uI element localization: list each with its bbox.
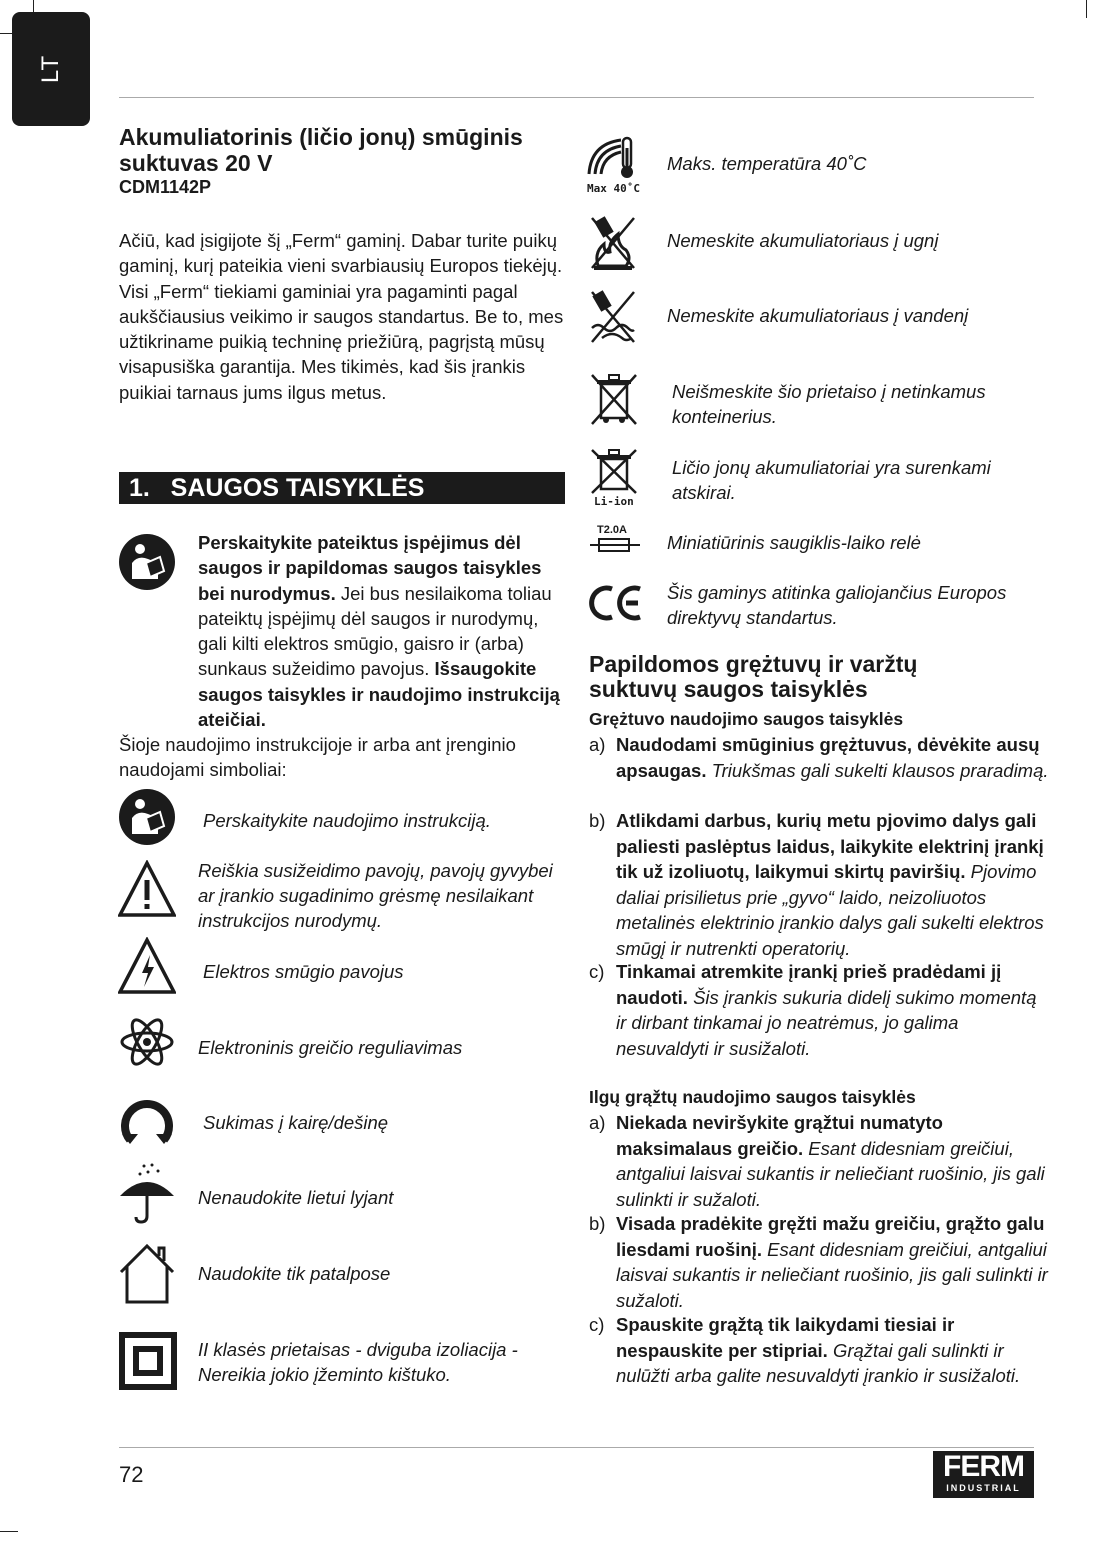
top-rule xyxy=(119,97,1034,98)
logo-main: FERM xyxy=(943,1450,1024,1483)
max-temperature-icon xyxy=(585,134,641,194)
ce-mark-icon xyxy=(588,583,646,623)
list-item-italic: Esant didesniam greičiui, antgaliui laisvai sukantis ir neliečiant ruošinio, jis gali sulinkti ir sužaloti. xyxy=(616,1238,1048,1311)
list-item xyxy=(589,1312,1049,1389)
symbol-text: Neišmeskite šio prietaiso į netinkamus konteinerius. xyxy=(672,381,986,427)
li-ion-bin-icon xyxy=(589,447,639,507)
intro-paragraph: Ačiū, kad įsigijote šį „Ferm“ gaminį. Dabar turite puikų gaminį, kurį pateikia vieni svarbiausių Europos tiekėjų. Visi „Ferm“ tiekiami gaminiai yra pagaminti pagal aukščiausius veikimo ir saugos standartus. Be to, mes užtikriname puikią techninę priežiūrą, pagrįstą mūsų visapusiška garantija. Mes tikimės, kad šis įrankis puikiai tarnaus jums ilgus metus. xyxy=(119,230,564,403)
safety-warning-paragraph xyxy=(119,530,567,732)
drill-safety-heading: Grężtuvo naudojimo saugos taisyklės xyxy=(589,709,904,729)
symbols-intro: Šioje naudojimo instrukcijoje ir arba ant įrenginio naudojami simboliai: xyxy=(119,734,516,781)
warning-bold-text-2: Išsaugokite saugos taisykles ir naudojimo instrukciją ateičiai. xyxy=(198,658,560,731)
bottom-rule xyxy=(119,1447,1034,1448)
additional-safety-title: Papildomos grężtuvų ir varžtų suktuvų saugos taisyklės xyxy=(589,651,918,702)
product-title: Akumuliatorinis (ličio jonų) smūginis suktuvas 20 V xyxy=(119,124,523,176)
warning-triangle-icon xyxy=(118,860,176,918)
symbol-text: Nenaudokite lietui lyjant xyxy=(198,1187,394,1208)
list-item xyxy=(589,959,1049,1061)
list-item xyxy=(589,732,1049,783)
warning-text: Jei bus nesilaikoma toliau pateiktų įspėjimų dėl saugos ir nurodymų, gali kilti elektros smūgio, gaisro ir (arba) sunkaus sužeidimo pavojus. xyxy=(198,582,552,680)
page-number: 72 xyxy=(119,1462,144,1487)
symbol-text: Nemeskite akumuliatoriaus į vandenį xyxy=(667,305,969,326)
electric-shock-icon xyxy=(118,937,176,995)
list-item-italic: Šis įrankis sukuria didelį sukimo momentą ir dirbant tinkamai jo neatrėmus, jo galima nesuvaldyti ir susižaloti. xyxy=(616,986,1037,1059)
list-item-label: b) xyxy=(589,1213,606,1234)
symbol-text: Naudokite tik patalpose xyxy=(198,1263,391,1284)
list-item-label: b) xyxy=(589,810,606,831)
list-item-italic: Esant didesniam greičiui, antgaliui laisvai sukantis ir neliečiant ruošinio, jis gali sulinkti ir sužaloti. xyxy=(616,1137,1045,1210)
max-temp-label: Max 40˚C xyxy=(587,182,640,194)
list-item xyxy=(589,1211,1059,1313)
symbol-text: Reiškia susižeidimo pavojų, pavojų gyvybei ar įrankio sugadinimo grėsmę nesilaikant instrukcijos nurodymų. xyxy=(198,860,553,931)
symbol-text: Elektroninis greičio reguliavimas xyxy=(198,1037,463,1058)
list-item-label: a) xyxy=(589,1112,606,1133)
list-item-bold: Tinkamai atremkite įrankį prieš pradėdami jį naudoti. xyxy=(616,961,1002,1008)
house-indoor-icon xyxy=(118,1242,176,1304)
section-title: 1. SAUGOS TAISYKLĖS xyxy=(129,474,425,502)
section-heading xyxy=(119,472,565,504)
list-item-bold: Spauskite grąžtą tik laikydami tiesiai ir nespauskite per stipriai. xyxy=(616,1314,955,1361)
read-manual-icon xyxy=(118,788,176,846)
symbol-text: Nemeskite akumuliatoriaus į ugnį xyxy=(667,230,939,251)
list-item-label: a) xyxy=(589,734,606,755)
fuse-icon xyxy=(588,522,642,556)
symbol-text: Perskaitykite naudojimo instrukciją. xyxy=(203,810,491,831)
language-tab-label: LT xyxy=(37,54,64,84)
list-item xyxy=(589,808,1049,961)
list-item xyxy=(589,1110,1049,1212)
symbol-text: Sukimas į kairę/dešinę xyxy=(203,1112,389,1133)
long-drill-safety-heading: Ilgų grąžtų naudojimo saugos taisyklės xyxy=(589,1087,916,1107)
list-item-bold: Niekada neviršykite grąžtui numatyto maksimalaus greičio. xyxy=(616,1112,943,1159)
list-item-italic: Grąžtai gali sulinkti ir nulūžti arba galite nesuvaldyti įrankio ir susižaloti. xyxy=(616,1339,1021,1386)
li-ion-label: Li-ion xyxy=(594,495,634,507)
weee-bin-icon xyxy=(589,372,639,426)
crop-mark xyxy=(0,1531,18,1532)
no-fire-icon xyxy=(588,212,638,272)
list-item-label: c) xyxy=(589,1314,605,1335)
symbol-text: Maks. temperatūra 40˚C xyxy=(667,153,867,174)
symbol-text: II klasės prietaisas - dviguba izoliacija - Nereikia jokio įžeminto kištuko. xyxy=(198,1339,518,1385)
rotation-icon xyxy=(118,1088,176,1146)
crop-mark xyxy=(1086,0,1087,18)
list-item-bold: Naudodami smūginius grężtuvus, dėvėkite ausų apsaugas. xyxy=(616,734,1040,781)
ferm-logo xyxy=(933,1451,1034,1498)
list-item-italic: Triukšmas gali sukelti klausos praradimą. xyxy=(711,759,1049,781)
warning-bold-text: Perskaitykite pateiktus įspėjimus dėl saugos ir papildomas saugos taisykles bei nurodymus. xyxy=(198,532,542,604)
symbol-text: Šis gaminys atitinka galiojančius Europos direktyvų standartus. xyxy=(667,582,1007,628)
no-water-icon xyxy=(588,286,638,346)
fuse-label: T2.0A xyxy=(597,524,627,536)
list-item-bold: Visada pradėkite gręžti mažu greičiu, grąžto galu liesdami ruošinį. xyxy=(616,1213,1045,1260)
symbol-text: Miniatiūrinis saugiklis-laiko relė xyxy=(667,532,921,553)
language-tab xyxy=(12,12,90,126)
list-item-label: c) xyxy=(589,961,605,982)
symbol-text: Elektros smūgio pavojus xyxy=(203,961,404,982)
logo-sub: INDUSTRIAL xyxy=(946,1483,1021,1493)
umbrella-rain-icon xyxy=(118,1162,176,1224)
model-number: CDM1142P xyxy=(119,177,212,197)
symbol-text: Ličio jonų akumuliatoriai yra surenkami atskirai. xyxy=(672,457,991,503)
list-item-italic: Pjovimo daliai prisilietus prie „gyvo“ laido, neizoliuotos metalinės elektrinio įrankio dalys gali sukelti elektros smūgį ir nutrenkti operatorių. xyxy=(616,861,1044,959)
double-insulation-icon xyxy=(119,1332,177,1390)
list-item-bold: Atlikdami darbus, kurių metu pjovimo dalys gali paliesti paslėptus laidus, laikykite elektrinį įrankį tik už izoliuotų, laikymui skirtų paviršių. xyxy=(616,810,1044,882)
speed-control-icon xyxy=(118,1013,176,1071)
